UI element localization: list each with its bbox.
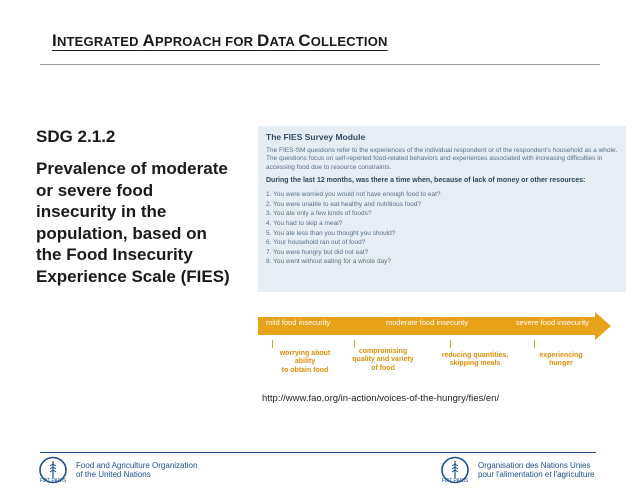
title-rest-2: PPROACH FOR — [154, 34, 258, 49]
fao-logo-icon — [440, 456, 470, 484]
fao-name-fr-line-1: Organisation des Nations Unies — [478, 460, 591, 470]
fao-name-line-1: Food and Agriculture Organization — [76, 460, 198, 470]
fao-name-english — [76, 461, 197, 480]
fao-logo-icon — [38, 456, 68, 484]
scale-label-moderate: moderate food insecurity — [386, 318, 469, 327]
fies-item-5: 5. You ate less than you thought you should? — [266, 229, 396, 237]
indicator-block — [36, 126, 236, 287]
fao-name-fr-line-2: pour l'alimentation et l'agriculture — [478, 470, 595, 479]
title-rest-3: ATA — [269, 34, 299, 49]
title-divider — [40, 64, 600, 65]
fies-question-lead: During the last 12 months, was there a time when, because of lack of money or other resources: — [266, 177, 586, 185]
severity-band — [258, 317, 596, 335]
outcome-worrying: worrying about ability to obtain food — [279, 350, 331, 374]
footer-divider — [40, 452, 596, 453]
outcome-hunger: experiencing hunger — [539, 352, 583, 368]
title-rest-1: NTEGRATED — [56, 34, 143, 49]
sdg-code: SDG 2.1.2 — [36, 127, 116, 146]
fies-item-3: 3. You ate only a few kinds of foods? — [266, 210, 372, 218]
scale-label-severe: severe food insecurity — [516, 318, 589, 327]
fies-item-1: 1. You were worried you would not have enough food to eat? — [266, 191, 441, 199]
slide-title — [52, 31, 388, 51]
fies-intro-text: The FIES-SM questions refer to the experiences of the individual respondent or of the respondent's household as a whole. The questions focus on self-reported food-related behaviors and experiences associated with increasing difficulties in accessing food due to resource constraints. — [266, 147, 618, 171]
severity-arrowhead — [595, 312, 611, 340]
title-cap-1: I — [52, 31, 57, 50]
fies-survey-panel — [258, 126, 626, 292]
scale-tick — [354, 340, 355, 348]
source-link[interactable]: http://www.fao.org/in-action/voices-of-the-hungry/fies/en/ — [262, 393, 500, 404]
fies-item-6: 6. Your household ran out of food? — [266, 239, 366, 247]
svg-text:FIAT PANIS: FIAT PANIS — [39, 478, 67, 484]
outcome-reducing: reducing quantities, skipping meals — [441, 352, 509, 368]
scale-label-mild: mild food insecurity — [266, 318, 331, 327]
scale-tick — [534, 340, 535, 348]
title-cap-4: C — [298, 31, 311, 50]
fao-name-line-2: of the United Nations — [76, 470, 151, 479]
fao-name-french — [478, 461, 594, 480]
svg-text:FIAT PANIS: FIAT PANIS — [441, 478, 469, 484]
title-cap-2: A — [142, 31, 155, 50]
fies-question-list — [266, 190, 618, 267]
footer-fao-french — [440, 456, 594, 484]
scale-tick — [450, 340, 451, 348]
indicator-description: Prevalence of moderate or severe food insecurity in the population, based on the Food Insecurity Experience Scale (FIES) — [36, 159, 230, 286]
fies-item-8: 8. You went without eating for a whole day? — [266, 258, 392, 266]
title-cap-3: D — [257, 31, 270, 50]
outcome-compromising: compromising quality and variety of food — [352, 348, 414, 372]
fies-item-2: 2. You were unable to eat healthy and nutritious food? — [266, 200, 422, 208]
fies-item-7: 7. You were hungry but did not eat? — [266, 248, 369, 256]
fies-item-4: 4. You had to skip a meal? — [266, 220, 343, 227]
severity-scale — [258, 312, 610, 340]
title-rest-4: OLLECTION — [310, 34, 388, 49]
fies-panel-title: The FIES Survey Module — [266, 132, 366, 142]
scale-tick — [272, 340, 273, 348]
footer-fao-english — [38, 456, 197, 484]
